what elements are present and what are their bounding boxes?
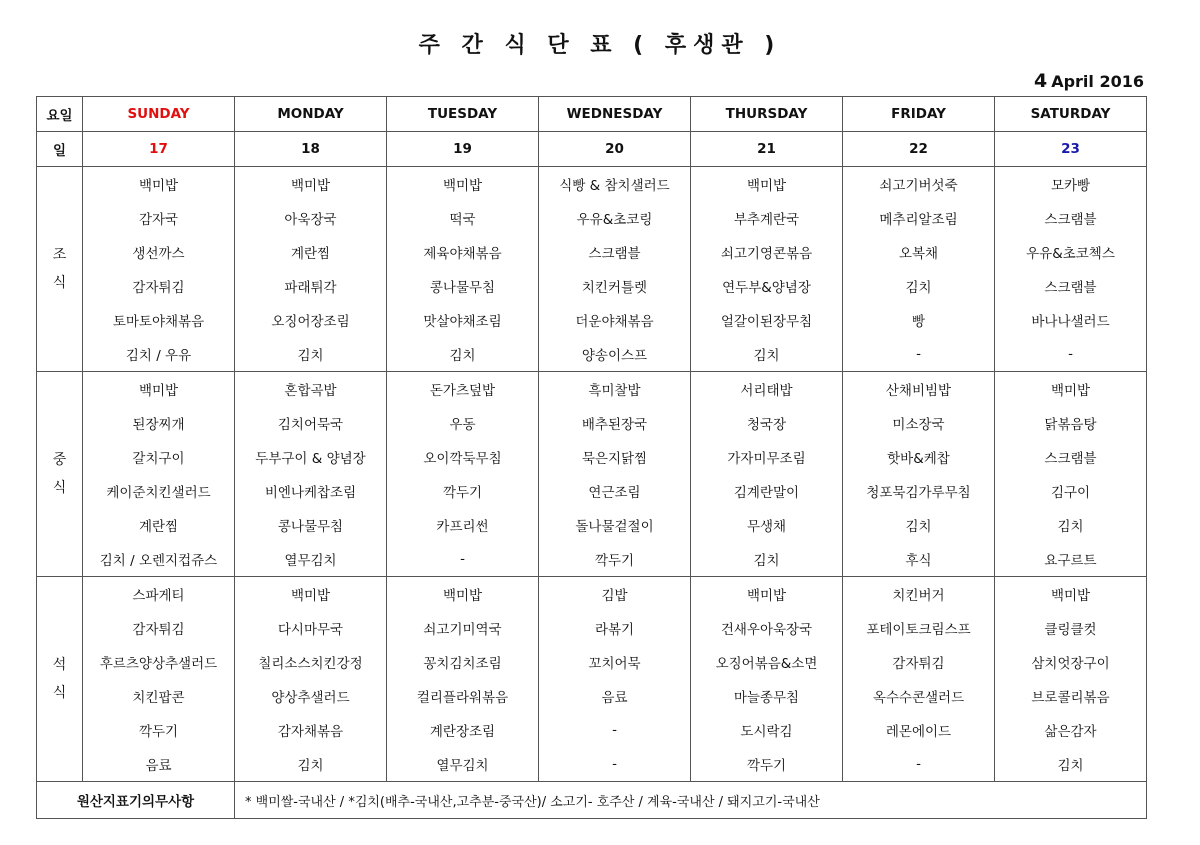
day-header-monday: MONDAY	[235, 97, 387, 132]
day-header-friday: FRIDAY	[843, 97, 995, 132]
menu-row	[37, 167, 1147, 202]
menu-cell: -	[539, 747, 691, 782]
weekly-menu-table	[36, 96, 1147, 819]
menu-cell: 후르츠양상추샐러드	[83, 645, 235, 679]
date-header-row	[37, 132, 1147, 167]
menu-cell: 백미밥	[235, 167, 387, 202]
menu-row	[37, 679, 1147, 713]
menu-row	[37, 577, 1147, 612]
menu-cell: 김계란말이	[691, 474, 843, 508]
menu-cell: 카프리썬	[387, 508, 539, 542]
menu-cell: 김치	[843, 269, 995, 303]
origin-note: * 백미쌀-국내산 / *김치(배추-국내산,고추분-중국산)/ 소고기- 호주산 / 계육-국내산 / 돼지고기-국내산	[235, 782, 1147, 819]
menu-cell: 백미밥	[83, 372, 235, 407]
menu-cell: 김치	[235, 747, 387, 782]
weekday-label: 요일	[37, 97, 83, 132]
menu-cell: 오징어장조림	[235, 303, 387, 337]
menu-cell: 감자튀김	[843, 645, 995, 679]
menu-cell: 우유&초코첵스	[995, 235, 1147, 269]
date-thursday: 21	[691, 132, 843, 167]
menu-cell: 레몬에이드	[843, 713, 995, 747]
menu-cell: 스크램블	[995, 269, 1147, 303]
meal-label-breakfast	[37, 167, 83, 372]
menu-cell: 서리태밥	[691, 372, 843, 407]
menu-cell: 치킨팝콘	[83, 679, 235, 713]
menu-row	[37, 611, 1147, 645]
menu-cell: 핫바&케찹	[843, 440, 995, 474]
menu-cell: 마늘종무침	[691, 679, 843, 713]
menu-cell: 콩나물무침	[387, 269, 539, 303]
menu-cell: 치킨버거	[843, 577, 995, 612]
menu-row	[37, 372, 1147, 407]
menu-cell: 삶은감자	[995, 713, 1147, 747]
menu-cell: 얼갈이된장무침	[691, 303, 843, 337]
date-sunday: 17	[83, 132, 235, 167]
menu-cell: -	[843, 337, 995, 372]
menu-row	[37, 645, 1147, 679]
menu-cell: 포테이토크림스프	[843, 611, 995, 645]
menu-cell: 아욱장국	[235, 201, 387, 235]
menu-row	[37, 303, 1147, 337]
menu-cell: 스크램블	[539, 235, 691, 269]
day-header-sunday: SUNDAY	[83, 97, 235, 132]
menu-cell: 꽁치김치조림	[387, 645, 539, 679]
menu-cell: 김치	[995, 508, 1147, 542]
menu-row	[37, 201, 1147, 235]
menu-cell: 삼치엇장구이	[995, 645, 1147, 679]
menu-cell: 계란찜	[83, 508, 235, 542]
menu-cell: 계란장조림	[387, 713, 539, 747]
day-header-saturday: SATURDAY	[995, 97, 1147, 132]
menu-cell: 백미밥	[691, 167, 843, 202]
date-friday: 22	[843, 132, 995, 167]
menu-cell: 연두부&양념장	[691, 269, 843, 303]
menu-cell: 오이깍둑무침	[387, 440, 539, 474]
menu-cell: 감자튀김	[83, 269, 235, 303]
menu-cell: 우유&초코링	[539, 201, 691, 235]
menu-cell: 깍두기	[539, 542, 691, 577]
menu-cell: 양송이스프	[539, 337, 691, 372]
menu-cell: 깍두기	[387, 474, 539, 508]
menu-row	[37, 713, 1147, 747]
menu-cell: 열무김치	[235, 542, 387, 577]
menu-cell: 파래튀각	[235, 269, 387, 303]
menu-row	[37, 440, 1147, 474]
date-label: 일	[37, 132, 83, 167]
menu-cell: 깍두기	[83, 713, 235, 747]
menu-cell: 부추계란국	[691, 201, 843, 235]
meal-label-dinner	[37, 577, 83, 782]
menu-cell: 도시락김	[691, 713, 843, 747]
menu-cell: 백미밥	[995, 372, 1147, 407]
menu-cell: 청포묵김가루무침	[843, 474, 995, 508]
menu-cell: 김치	[995, 747, 1147, 782]
menu-cell: 백미밥	[691, 577, 843, 612]
menu-row	[37, 337, 1147, 372]
menu-cell: -	[387, 542, 539, 577]
menu-cell: 떡국	[387, 201, 539, 235]
menu-cell: 백미밥	[235, 577, 387, 612]
menu-cell: 케이준치킨샐러드	[83, 474, 235, 508]
menu-cell: 모카빵	[995, 167, 1147, 202]
menu-cell: 두부구이 & 양념장	[235, 440, 387, 474]
menu-cell: 백미밥	[387, 577, 539, 612]
meal-body	[37, 167, 1147, 782]
menu-cell: 메추리알조림	[843, 201, 995, 235]
menu-cell: 계란찜	[235, 235, 387, 269]
meal-label-char: 식	[52, 685, 67, 701]
menu-cell: 김치	[843, 508, 995, 542]
menu-cell: 김치 / 오렌지컵쥬스	[83, 542, 235, 577]
menu-cell: 돈가츠덮밥	[387, 372, 539, 407]
menu-date	[1034, 70, 1144, 92]
menu-cell: 감자튀김	[83, 611, 235, 645]
date-monday: 18	[235, 132, 387, 167]
menu-cell: 김치	[691, 542, 843, 577]
menu-cell: 다시마무국	[235, 611, 387, 645]
meal-label-lunch	[37, 372, 83, 577]
menu-cell: 스크램블	[995, 440, 1147, 474]
menu-cell: 오복채	[843, 235, 995, 269]
menu-cell: 백미밥	[83, 167, 235, 202]
menu-cell: 브로콜리볶음	[995, 679, 1147, 713]
meal-label-char: 식	[52, 480, 67, 496]
menu-cell: 빵	[843, 303, 995, 337]
menu-cell: 돌나물겉절이	[539, 508, 691, 542]
menu-cell: 쇠고기버섯죽	[843, 167, 995, 202]
menu-cell: 산채비빔밥	[843, 372, 995, 407]
menu-row	[37, 542, 1147, 577]
menu-cell: 라볶기	[539, 611, 691, 645]
weekday-header-row	[37, 97, 1147, 132]
menu-cell: 청국장	[691, 406, 843, 440]
date-tuesday: 19	[387, 132, 539, 167]
menu-cell: 요구르트	[995, 542, 1147, 577]
menu-cell: 김밥	[539, 577, 691, 612]
menu-cell: 김치	[691, 337, 843, 372]
menu-cell: 닭볶음탕	[995, 406, 1147, 440]
menu-cell: 연근조림	[539, 474, 691, 508]
menu-cell: 묵은지닭찜	[539, 440, 691, 474]
menu-cell: 식빵 & 참치샐러드	[539, 167, 691, 202]
menu-cell: 된장찌개	[83, 406, 235, 440]
menu-cell: 칠리소스치킨강정	[235, 645, 387, 679]
menu-cell: 백미밥	[995, 577, 1147, 612]
menu-row	[37, 406, 1147, 440]
meal-label-char: 석	[52, 657, 67, 673]
menu-cell: 무생채	[691, 508, 843, 542]
menu-cell: 스크램블	[995, 201, 1147, 235]
menu-cell: 열무김치	[387, 747, 539, 782]
menu-cell: 미소장국	[843, 406, 995, 440]
menu-cell: 음료	[83, 747, 235, 782]
page-title: 주 간 식 단 표 ( 후생관 )	[418, 33, 782, 58]
menu-cell: 쇠고기영콘볶음	[691, 235, 843, 269]
menu-cell: 치킨커틀렛	[539, 269, 691, 303]
date-day: 4	[1033, 70, 1048, 92]
menu-cell: 배추된장국	[539, 406, 691, 440]
menu-cell: 토마토야채볶음	[83, 303, 235, 337]
menu-cell: 꼬치어묵	[539, 645, 691, 679]
menu-cell: 흑미찰밥	[539, 372, 691, 407]
menu-cell: 후식	[843, 542, 995, 577]
origin-footer-row	[37, 782, 1147, 819]
menu-cell: 비엔나케찹조림	[235, 474, 387, 508]
day-header-thursday: THURSDAY	[691, 97, 843, 132]
meal-label-char: 식	[52, 275, 67, 291]
menu-cell: 백미밥	[387, 167, 539, 202]
menu-cell: 혼합곡밥	[235, 372, 387, 407]
menu-cell: 옥수수콘샐러드	[843, 679, 995, 713]
menu-cell: -	[995, 337, 1147, 372]
meal-label-char: 중	[52, 452, 67, 468]
menu-row	[37, 269, 1147, 303]
menu-cell: 양상추샐러드	[235, 679, 387, 713]
menu-cell: 맛살야채조림	[387, 303, 539, 337]
menu-cell: 김치어묵국	[235, 406, 387, 440]
menu-cell: 우동	[387, 406, 539, 440]
menu-cell: 더운야채볶음	[539, 303, 691, 337]
menu-cell: -	[539, 713, 691, 747]
menu-cell: 김치	[387, 337, 539, 372]
date-month-year: April 2016	[1051, 72, 1144, 91]
day-header-tuesday: TUESDAY	[387, 97, 539, 132]
menu-cell: 제육야채볶음	[387, 235, 539, 269]
menu-cell: 생선까스	[83, 235, 235, 269]
origin-label: 원산지표기의무사항	[37, 782, 235, 819]
meal-label-char: 조	[52, 247, 67, 263]
menu-cell: -	[843, 747, 995, 782]
menu-row	[37, 235, 1147, 269]
menu-cell: 김치	[235, 337, 387, 372]
menu-cell: 감자채볶음	[235, 713, 387, 747]
menu-cell: 깍두기	[691, 747, 843, 782]
day-header-wednesday: WEDNESDAY	[539, 97, 691, 132]
date-wednesday: 20	[539, 132, 691, 167]
date-saturday: 23	[995, 132, 1147, 167]
menu-cell: 컬리플라워볶음	[387, 679, 539, 713]
menu-cell: 바나나샐러드	[995, 303, 1147, 337]
menu-cell: 클링클컷	[995, 611, 1147, 645]
menu-cell: 콩나물무침	[235, 508, 387, 542]
menu-row	[37, 747, 1147, 782]
menu-cell: 오징어볶음&소면	[691, 645, 843, 679]
menu-cell: 건새우아욱장국	[691, 611, 843, 645]
menu-cell: 쇠고기미역국	[387, 611, 539, 645]
menu-row	[37, 508, 1147, 542]
menu-cell: 김구이	[995, 474, 1147, 508]
menu-cell: 가자미무조림	[691, 440, 843, 474]
menu-cell: 감자국	[83, 201, 235, 235]
menu-cell: 스파게티	[83, 577, 235, 612]
menu-cell: 음료	[539, 679, 691, 713]
menu-row	[37, 474, 1147, 508]
menu-cell: 갈치구이	[83, 440, 235, 474]
menu-cell: 김치 / 우유	[83, 337, 235, 372]
